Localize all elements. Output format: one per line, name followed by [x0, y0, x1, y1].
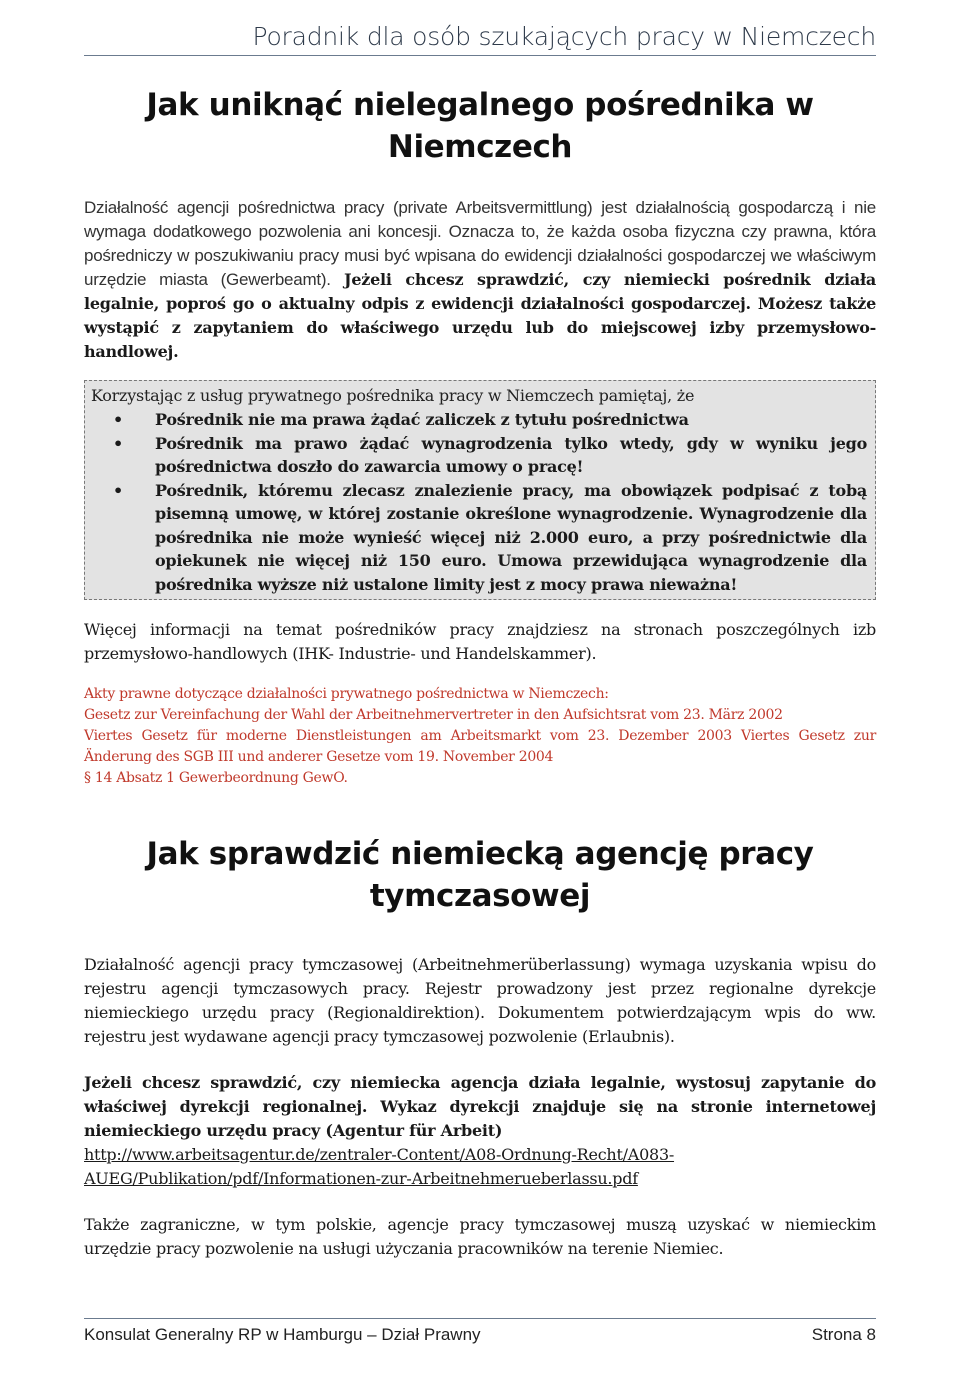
- header-title: Poradnik dla osób szukających pracy w Niemczech: [252, 22, 876, 51]
- bullet-icon: •: [113, 480, 123, 500]
- bullet-icon: •: [113, 410, 123, 429]
- legal-acts-title: Akty prawne dotyczące działalności prywatnego pośrednictwa w Niemczech:: [84, 686, 609, 702]
- section2-intro: Działalność agencji pracy tymczasowej (Arbeitnehmerüberlassung) wymaga uzyskania wpisu do rejestru agencji tymczasowych pracy. Rejestr prowadzony jest przez regionalne dyrekcje niemieckiego urzędu pracy (Regionaldirektion). Dokumentem potwierdzającym wpis do ww. rejestru jest wydawane agencji pracy tymczasowej pozwolenie (Erlaubnis).: [84, 955, 876, 1046]
- arbeitsagentur-link[interactable]: [84, 1143, 876, 1191]
- list-item: [91, 408, 867, 432]
- section1-heading-line1: Jak uniknąć nielegalnego pośrednika w: [146, 87, 814, 123]
- section2-last-paragraph: Także zagraniczne, w tym polskie, agencje pracy tymczasowej muszą uzyskać w niemieckim urzędzie pracy pozwolenie na usługi użyczania pracowników na terenie Niemiec.: [84, 1215, 876, 1258]
- section2-heading: [84, 833, 876, 917]
- section2-bold-paragraph: [84, 1071, 876, 1191]
- bullet-icon: •: [113, 433, 123, 453]
- page-footer: [84, 1318, 876, 1345]
- legal-act-line: § 14 Absatz 1 Gewerbeordnung GewO.: [84, 770, 348, 786]
- list-item: [91, 479, 867, 597]
- page-number: Strona 8: [811, 1325, 876, 1344]
- legal-act-line: Gesetz zur Vereinfachung der Wahl der Arbeitnehmervertreter in den Aufsichtsrat vom 23. März 2002: [84, 707, 783, 723]
- more-info-paragraph: Więcej informacji na temat pośredników pracy znajdziesz na stronach poszczególnych izb przemysłowo-handlowych (IHK- Industrie- und Handelskammer).: [84, 620, 876, 663]
- list-item: [91, 432, 867, 479]
- legal-act-line: Viertes Gesetz für moderne Dienstleistungen am Arbeitsmarkt vom 23. Dezember 2003 Viertes Gesetz zur Änderung des SGB III und anderer Gesetze vom 19. November 2004: [84, 728, 876, 765]
- box-bullet-list: [91, 408, 867, 596]
- section1-heading-line2: Niemczech: [387, 129, 573, 165]
- box-lead: Korzystając z usług prywatnego pośrednika pracy w Niemczech pamiętaj, że: [91, 386, 695, 405]
- footer-left: Konsulat Generalny RP w Hamburgu – Dział Prawny: [84, 1325, 481, 1344]
- section1-intro: [84, 196, 876, 364]
- document-body: [84, 84, 876, 1261]
- bullet-text: Pośrednik nie ma prawa żądać zaliczek z tytułu pośrednictwa: [155, 410, 689, 429]
- intro-bold-text: Jeżeli chcesz sprawdzić, czy niemiecki pośrednik działa legalnie, poproś go o aktualny odpis z ewidencji działalności gospodarczej. Możesz także wystąpić z zapytaniem do właściwego urzędu lub do miejscowej izby przemysłowo- handlowej.: [84, 270, 876, 361]
- warning-box: [84, 380, 876, 600]
- bullet-text: Pośrednik, któremu zlecasz znalezienie pracy, ma obowiązek podpisać z tobą pisemną umowę, w której zostanie określone wynagrodzenie. Wynagrodzenie dla pośrednika nie może wynieść więcej niż 2.000 euro, a przy pośrednictwie dla opiekunek nie więcej niż 150 euro. Umowa przewidująca wynagrodzenie dla pośrednika wyższe niż ustalone limity jest z mocy prawa nieważna!: [155, 480, 867, 594]
- page-header: [84, 22, 876, 56]
- section2-heading-line1: Jak sprawdzić niemiecką agencję pracy: [146, 836, 814, 872]
- link-line1[interactable]: http://www.arbeitsagentur.de/zentraler-Content/A08-Ordnung-Recht/A083-: [84, 1145, 675, 1164]
- bullet-text: Pośrednik ma prawo żądać wynagrodzenia tylko wtedy, gdy w wyniku jego pośrednictwa doszło do zawarcia umowy o pracę!: [155, 433, 867, 476]
- section1-heading: [84, 84, 876, 168]
- link-line2[interactable]: AUEG/Publikation/pdf/Informationen-zur-Arbeitnehmerueberlassu.pdf: [84, 1169, 638, 1188]
- intro-normal-text: Działalność agencji pośrednictwa pracy (private Arbeitsvermittlung) jest działalnością gospodarczą i nie wymaga dodatkowego pozwolenia ani koncesji. Oznacza to, że każda osoba fizyczna czy prawna, która pośredniczy w poszukiwaniu pracy musi być wpisana do ewidencji działalności gospodarczej we właściwym urzędzie miasta (Gewerbeamt).: [84, 198, 876, 289]
- section2-heading-line2: tymczasowej: [369, 878, 591, 914]
- legal-acts: [84, 684, 876, 789]
- section2-bold-text: Jeżeli chcesz sprawdzić, czy niemiecka agencja działa legalnie, wystosuj zapytanie do właściwej dyrekcji regionalnej. Wykaz dyrekcji znajduje się na stronie internetowej niemieckiego urzędu pracy (Agentur für Arbeit): [84, 1073, 876, 1140]
